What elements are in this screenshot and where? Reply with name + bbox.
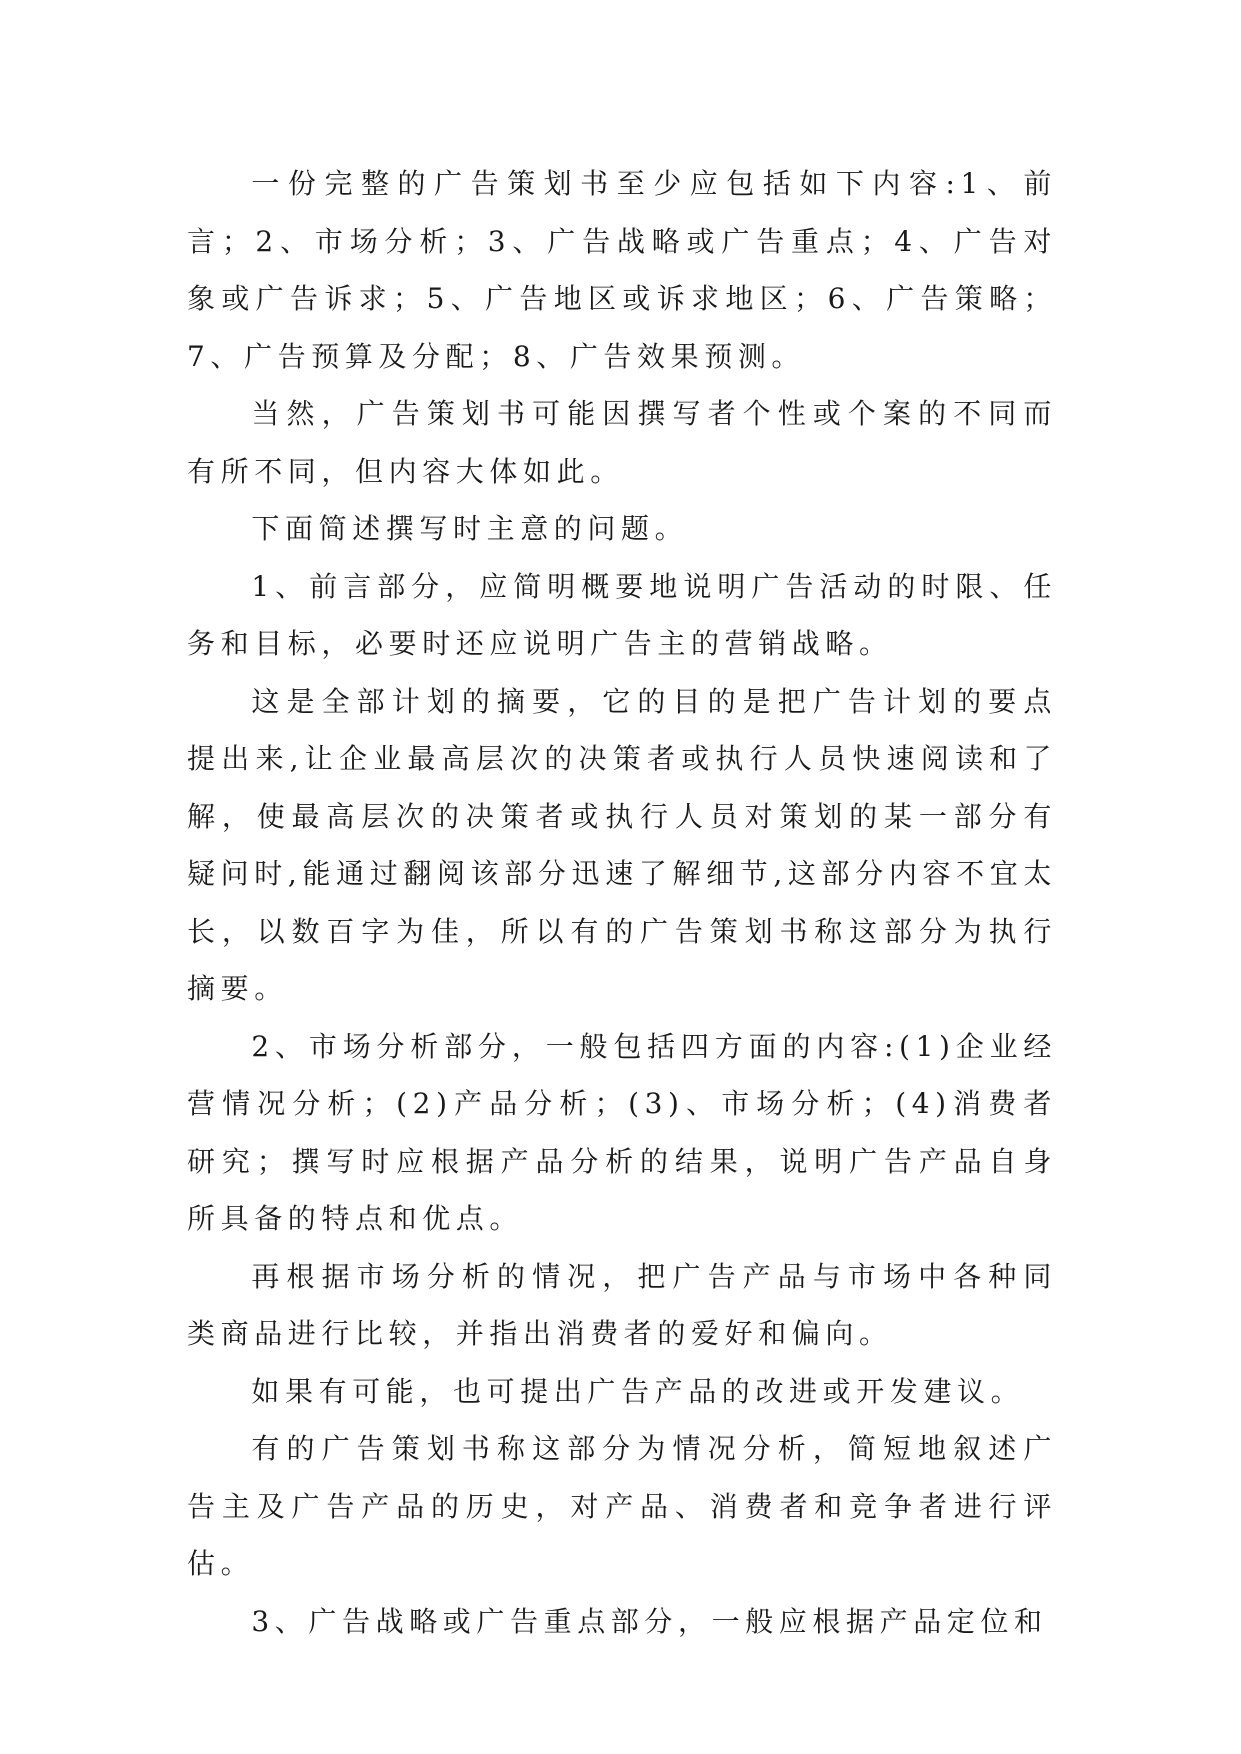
paragraph-situation-analysis: 有的广告策划书称这部分为情况分析，简短地叙述广告主及广告产品的历史，对产品、消费者和竞争者进行评估。: [187, 1432, 1057, 1580]
paragraph-variation-note: 当然，广告策划书可能因撰写者个性或个案的不同而有所不同，但内容大体如此。: [187, 397, 1057, 488]
paragraph-strategy-section: 3、广告战略或广告重点部分，一般应根据产品定位和: [251, 1604, 1048, 1638]
document-body: [187, 155, 1057, 1650]
paragraph-preface-section: 1、前言部分，应简明概要地说明广告活动的时限、任务和目标，必要时还应说明广告主的营销战略。: [187, 569, 1057, 660]
paragraph-contents-list: 一份完整的广告策划书至少应包括如下内容:1、前言；2、市场分析；3、广告战略或广告重点；4、广告对象或广告诉求；5、广告地区或诉求地区；6、广告策略；7、广告预算及分配；8、广告效果预测。: [187, 167, 1057, 373]
paragraph-executive-summary: 这是全部计划的摘要，它的目的是把广告计划的要点提出来,让企业最高层次的决策者或执行人员快速阅读和了解，使最高层次的决策者或执行人员对策划的某一部分有疑问时,能通过翻阅该部分迅速了解细节,这部分内容不宜太长，以数百字为佳，所以有的广告策划书称这部分为执行摘要。: [187, 684, 1057, 1005]
paragraph-writing-notes-intro: 下面简述撰写时主意的问题。: [251, 512, 689, 545]
paragraph-improvement-suggestion: 如果有可能，也可提出广告产品的改进或开发建议。: [251, 1374, 1025, 1408]
paragraph-market-analysis: 2、市场分析部分，一般包括四方面的内容:(1)企业经营情况分析；(2)产品分析；(3)、市场分析；(4)消费者研究；撰写时应根据产品分析的结果，说明广告产品自身所具备的特点和优点。: [187, 1029, 1057, 1235]
paragraph-comparison: 再根据市场分析的情况，把广告产品与市场中各种同类商品进行比较，并指出消费者的爱好和偏向。: [187, 1259, 1057, 1350]
